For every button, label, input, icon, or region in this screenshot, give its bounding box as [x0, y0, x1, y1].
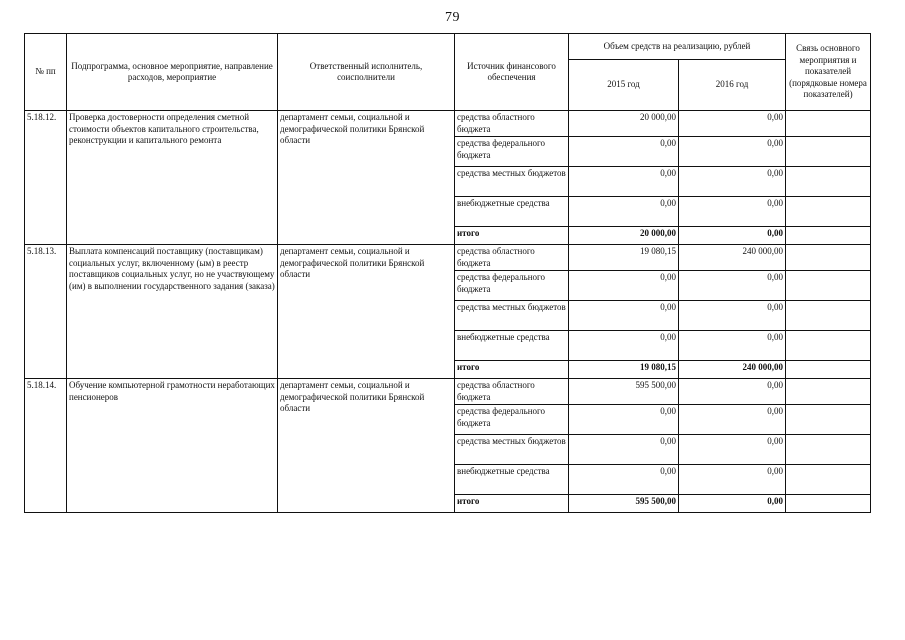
- amount-2015: 20 000,00: [569, 111, 679, 137]
- funding-source: средства федерального бюджета: [455, 137, 569, 167]
- indicator-link-cell: [786, 495, 871, 513]
- amount-2016: 0,00: [679, 271, 786, 301]
- amount-2015: 0,00: [569, 435, 679, 465]
- amount-2015: 0,00: [569, 271, 679, 301]
- indicator-link-cell: [786, 245, 871, 271]
- funding-source: средства федерального бюджета: [455, 405, 569, 435]
- header-program: Подпрограмма, основное мероприятие, направление расходов, мероприятие: [67, 34, 278, 111]
- header-source: Источник финансового обеспечения: [455, 34, 569, 111]
- item-title: Выплата компенсаций поставщику (поставщикам) социальных услуг, включенному (ым) в реестр поставщиков социальных услуг, но не участвующему (им) в выполнении государственного задания (заказа): [67, 245, 278, 379]
- amount-2016: 0,00: [679, 137, 786, 167]
- amount-2016: 0,00: [679, 301, 786, 331]
- funding-source: средства федерального бюджета: [455, 271, 569, 301]
- item-executor: департамент семьи, социальной и демографической политики Брянской области: [278, 245, 455, 379]
- amount-2015: 0,00: [569, 465, 679, 495]
- funding-source: средства областного бюджета: [455, 245, 569, 271]
- amount-2016: 0,00: [679, 111, 786, 137]
- indicator-link-cell: [786, 301, 871, 331]
- amount-2016: 0,00: [679, 197, 786, 227]
- header-number: № пп: [25, 34, 67, 111]
- item-title: Проверка достоверности определения сметной стоимости объектов капитального строительства, реконструкции и капитального ремонта: [67, 111, 278, 245]
- indicator-link-cell: [786, 111, 871, 137]
- amount-2015: 595 500,00: [569, 495, 679, 513]
- header-year-2016: 2016 год: [679, 60, 786, 111]
- item-number: 5.18.13.: [25, 245, 67, 379]
- amount-2016: 0,00: [679, 331, 786, 361]
- item-number: 5.18.14.: [25, 379, 67, 513]
- amount-2016: 240 000,00: [679, 361, 786, 379]
- amount-2016: 240 000,00: [679, 245, 786, 271]
- indicator-link-cell: [786, 361, 871, 379]
- amount-2015: 20 000,00: [569, 227, 679, 245]
- amount-2015: 0,00: [569, 405, 679, 435]
- funding-source: внебюджетные средства: [455, 331, 569, 361]
- indicator-link-cell: [786, 197, 871, 227]
- amount-2016: 0,00: [679, 227, 786, 245]
- budget-table: [24, 33, 871, 513]
- item-executor: департамент семьи, социальной и демографической политики Брянской области: [278, 111, 455, 245]
- funding-source: средства областного бюджета: [455, 111, 569, 137]
- page-number: 79: [445, 10, 460, 25]
- amount-2015: 0,00: [569, 301, 679, 331]
- amount-2016: 0,00: [679, 167, 786, 197]
- table-row: [25, 245, 871, 271]
- header-volume: Объем средств на реализацию, рублей: [569, 34, 786, 60]
- indicator-link-cell: [786, 137, 871, 167]
- header-executor: Ответственный исполнитель, соисполнители: [278, 34, 455, 111]
- table-row: [25, 379, 871, 405]
- header-year-2015: 2015 год: [569, 60, 679, 111]
- funding-source: средства местных бюджетов: [455, 301, 569, 331]
- amount-2015: 19 080,15: [569, 361, 679, 379]
- item-executor: департамент семьи, социальной и демографической политики Брянской области: [278, 379, 455, 513]
- total-label: итого: [455, 227, 569, 245]
- amount-2015: 0,00: [569, 197, 679, 227]
- amount-2015: 0,00: [569, 137, 679, 167]
- indicator-link-cell: [786, 379, 871, 405]
- item-number: 5.18.12.: [25, 111, 67, 245]
- funding-source: внебюджетные средства: [455, 197, 569, 227]
- funding-source: средства областного бюджета: [455, 379, 569, 405]
- indicator-link-cell: [786, 331, 871, 361]
- amount-2015: 0,00: [569, 331, 679, 361]
- amount-2016: 0,00: [679, 379, 786, 405]
- indicator-link-cell: [786, 227, 871, 245]
- amount-2016: 0,00: [679, 495, 786, 513]
- total-label: итого: [455, 361, 569, 379]
- funding-source: внебюджетные средства: [455, 465, 569, 495]
- indicator-link-cell: [786, 271, 871, 301]
- header-indicator-link: Связь основного мероприятия и показателей (порядковые номера показателей): [786, 34, 871, 111]
- table-body: [25, 111, 871, 513]
- amount-2016: 0,00: [679, 465, 786, 495]
- funding-source: средства местных бюджетов: [455, 435, 569, 465]
- total-label: итого: [455, 495, 569, 513]
- table-row: [25, 111, 871, 137]
- amount-2016: 0,00: [679, 435, 786, 465]
- funding-source: средства местных бюджетов: [455, 167, 569, 197]
- amount-2015: 0,00: [569, 167, 679, 197]
- amount-2015: 595 500,00: [569, 379, 679, 405]
- indicator-link-cell: [786, 167, 871, 197]
- indicator-link-cell: [786, 405, 871, 435]
- indicator-link-cell: [786, 465, 871, 495]
- item-title: Обучение компьютерной грамотности неработающих пенсионеров: [67, 379, 278, 513]
- indicator-link-cell: [786, 435, 871, 465]
- amount-2015: 19 080,15: [569, 245, 679, 271]
- amount-2016: 0,00: [679, 405, 786, 435]
